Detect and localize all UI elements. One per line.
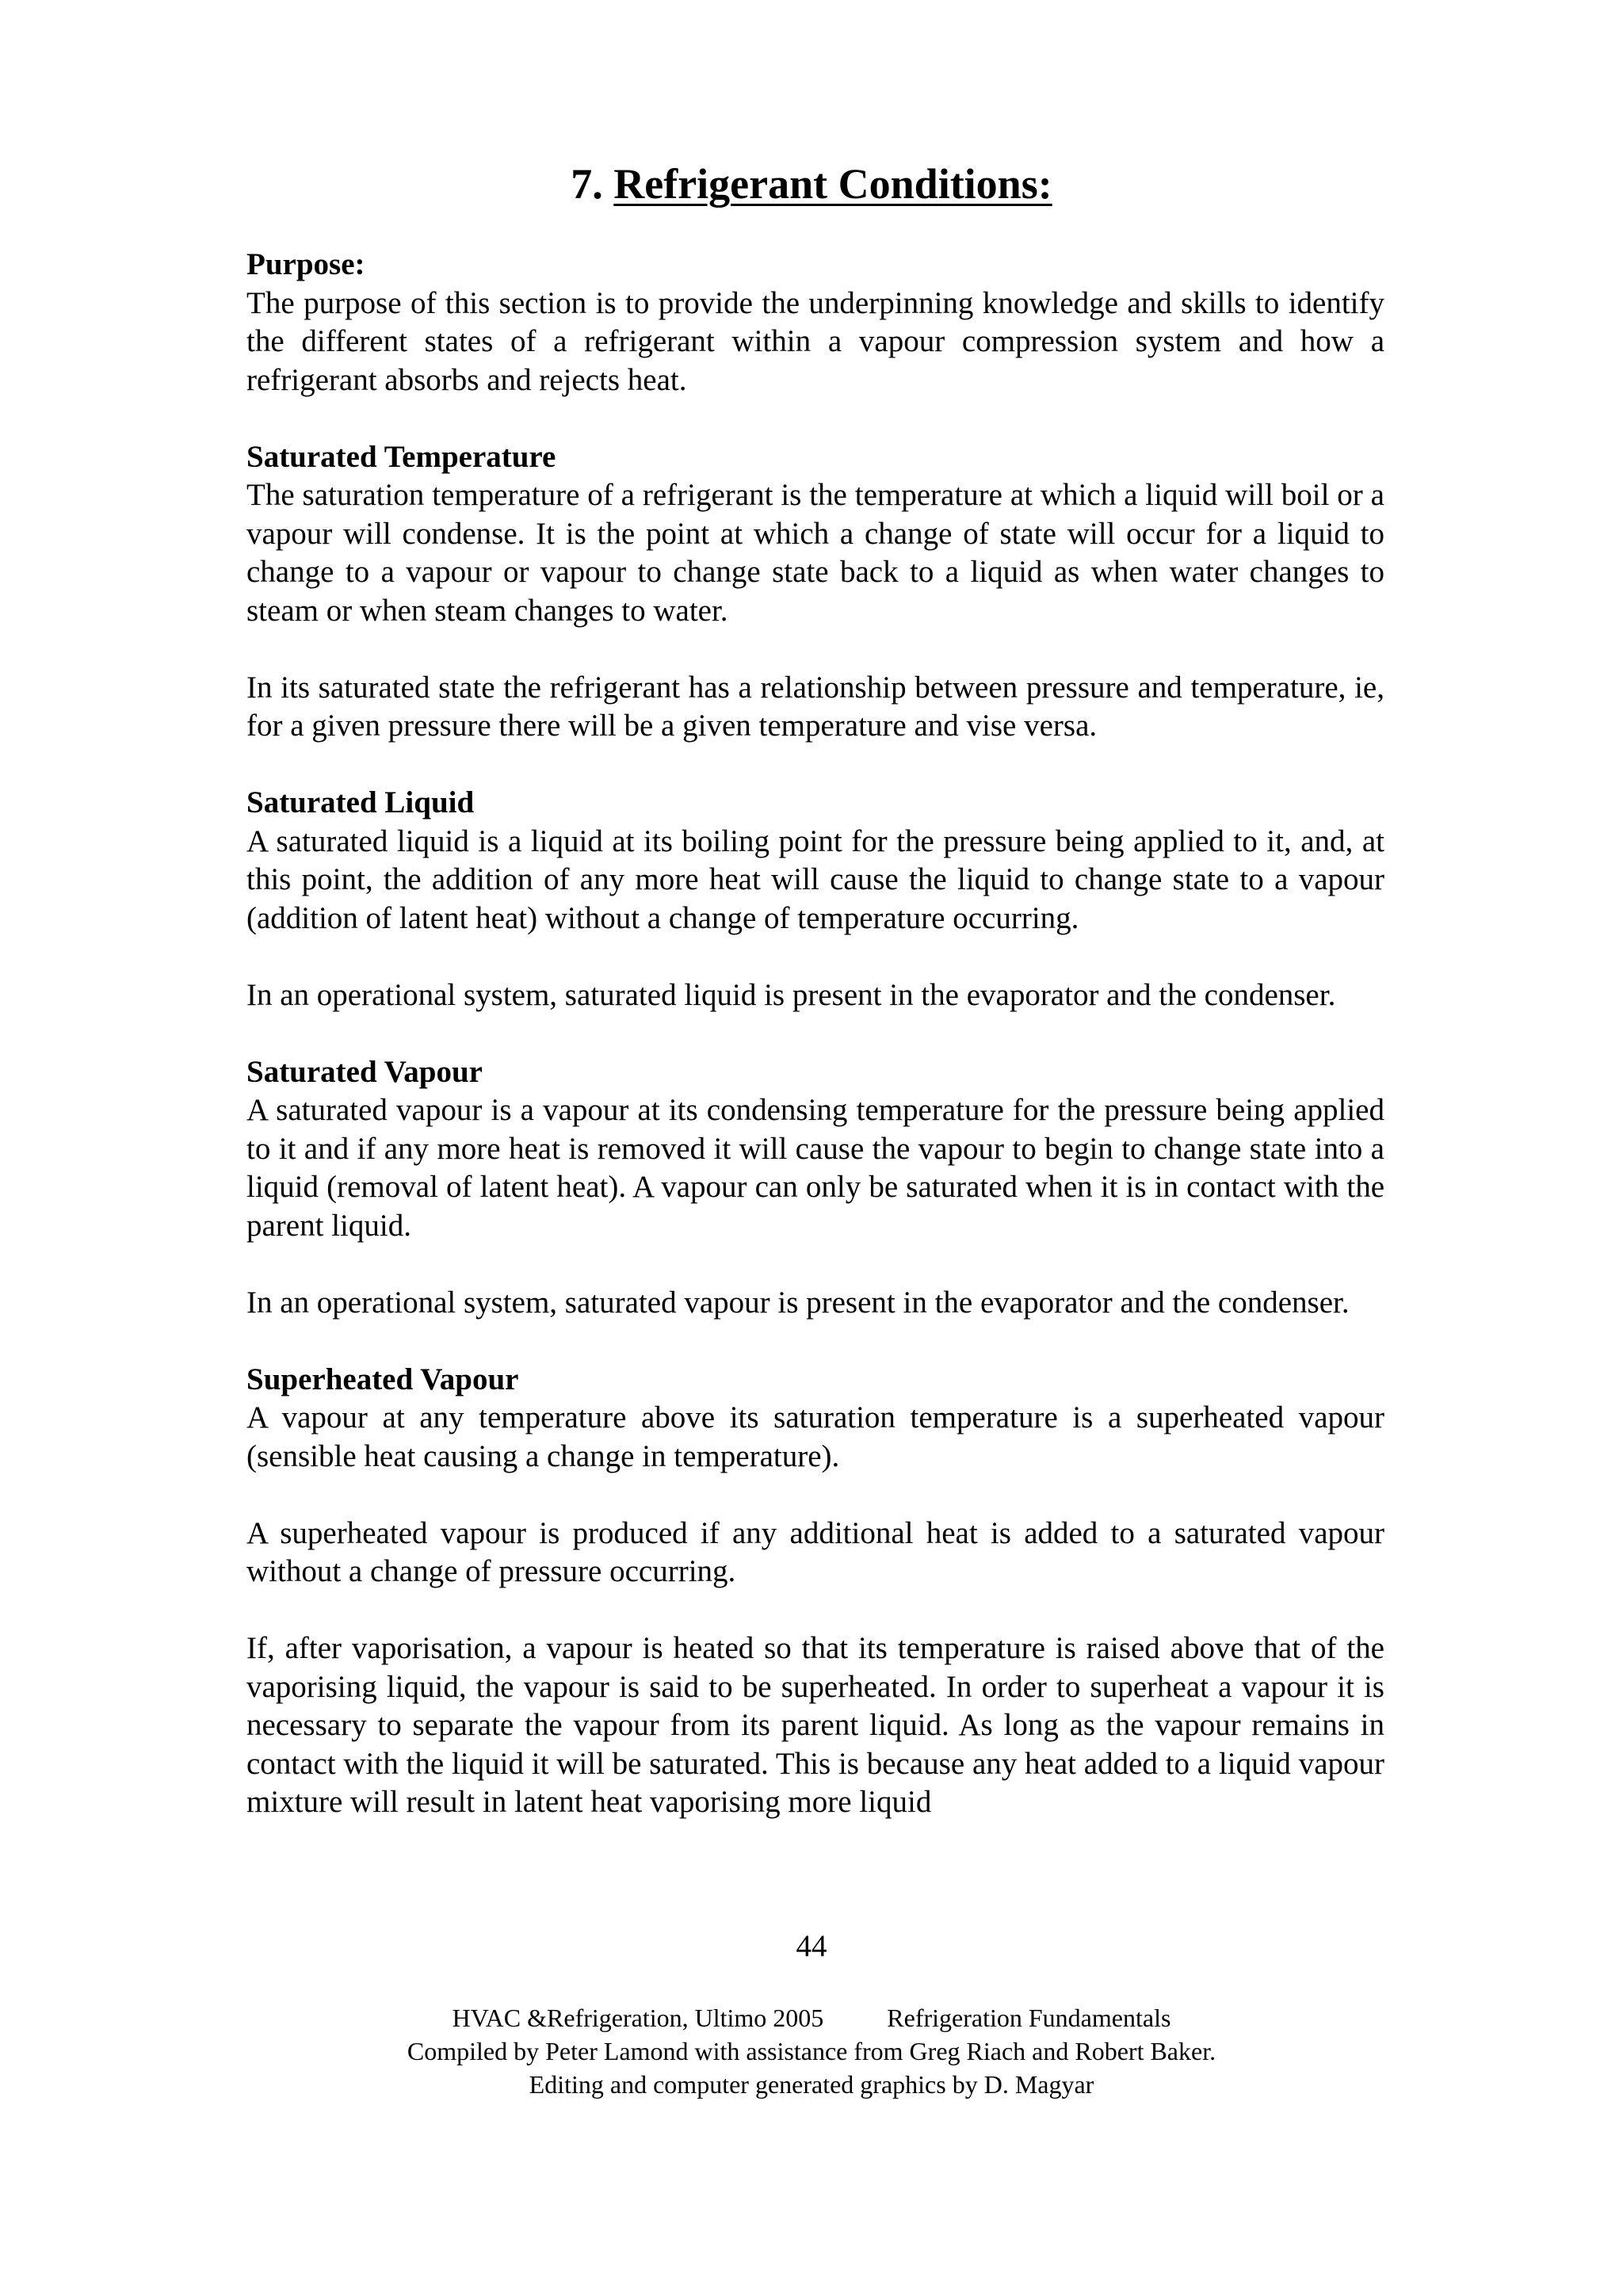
paragraph: The purpose of this section is to provide the underpinning knowledge and skills to identify the different states of a refrigerant within a vapour compression system and how a refrigerant absorbs and rejects heat. [246, 285, 1384, 397]
footer-institution: HVAC &Refrigeration, Ultimo 2005 [452, 2004, 824, 2032]
paragraph: A saturated vapour is a vapour at its condensing temperature for the pressure being applied to it and if any more heat is removed it will cause the vapour to begin to change state into a liquid (removal of latent heat). A vapour can only be saturated when it is in contact with the parent liquid. [246, 1093, 1384, 1243]
heading-saturated-liquid: Saturated Liquid [246, 785, 475, 819]
footer-editing: Editing and computer generated graphics by D. Magyar [529, 2070, 1094, 2099]
paragraph: In its saturated state the refrigerant has a relationship between pressure and temperature, ie, for a given pressure there will be a given temperature and vise versa. [246, 670, 1384, 743]
page-number: 44 [796, 1929, 827, 1963]
heading-saturated-vapour: Saturated Vapour [246, 1054, 483, 1089]
footer [0, 2001, 1623, 2101]
paragraph: In an operational system, saturated vapour is present in the evaporator and the condenser. [246, 1285, 1350, 1320]
heading-purpose: Purpose: [246, 247, 365, 281]
section-number: 7. [571, 160, 603, 208]
footer-course: Refrigeration Fundamentals [887, 2004, 1171, 2032]
paragraph: In an operational system, saturated liquid is present in the evaporator and the condenser. [246, 977, 1336, 1012]
heading-superheated-vapour: Superheated Vapour [246, 1362, 519, 1396]
footer-line-1 [0, 2001, 1623, 2034]
heading-saturated-temperature: Saturated Temperature [246, 439, 556, 474]
paragraph: A saturated liquid is a liquid at its boiling point for the pressure being applied to it, and, at this point, the addition of any more heat will cause the liquid to change state to a vapour (addition of latent heat) without a change of temperature occurring. [246, 823, 1384, 935]
body-text [246, 246, 1384, 1822]
section-title: Refrigerant Conditions: [613, 160, 1052, 208]
paragraph: A superheated vapour is produced if any additional heat is added to a saturated vapour without a change of pressure occurring. [246, 1515, 1384, 1588]
page-title [0, 155, 1623, 212]
paragraph: If, after vaporisation, a vapour is heated so that its temperature is raised above that of the vaporising liquid, the vapour is said to be superheated. In order to superheat a vapour it is necessary to separate the vapour from its parent liquid. As long as the vapour remains in contact with the liquid it will be saturated. This is because any heat added to a liquid vapour mixture will result in latent heat vaporising more liquid [246, 1631, 1384, 1819]
paragraph: The saturation temperature of a refrigerant is the temperature at which a liquid will boil or a vapour will condense. It is the point at which a change of state will occur for a liquid to change to a vapour or vapour to change state back to a liquid as when water changes to steam or when steam changes to water. [246, 478, 1384, 628]
paragraph: A vapour at any temperature above its saturation temperature is a superheated vapour (sensible heat causing a change in temperature). [246, 1400, 1384, 1473]
footer-credits: Compiled by Peter Lamond with assistance from Greg Riach and Robert Baker. [407, 2037, 1216, 2065]
